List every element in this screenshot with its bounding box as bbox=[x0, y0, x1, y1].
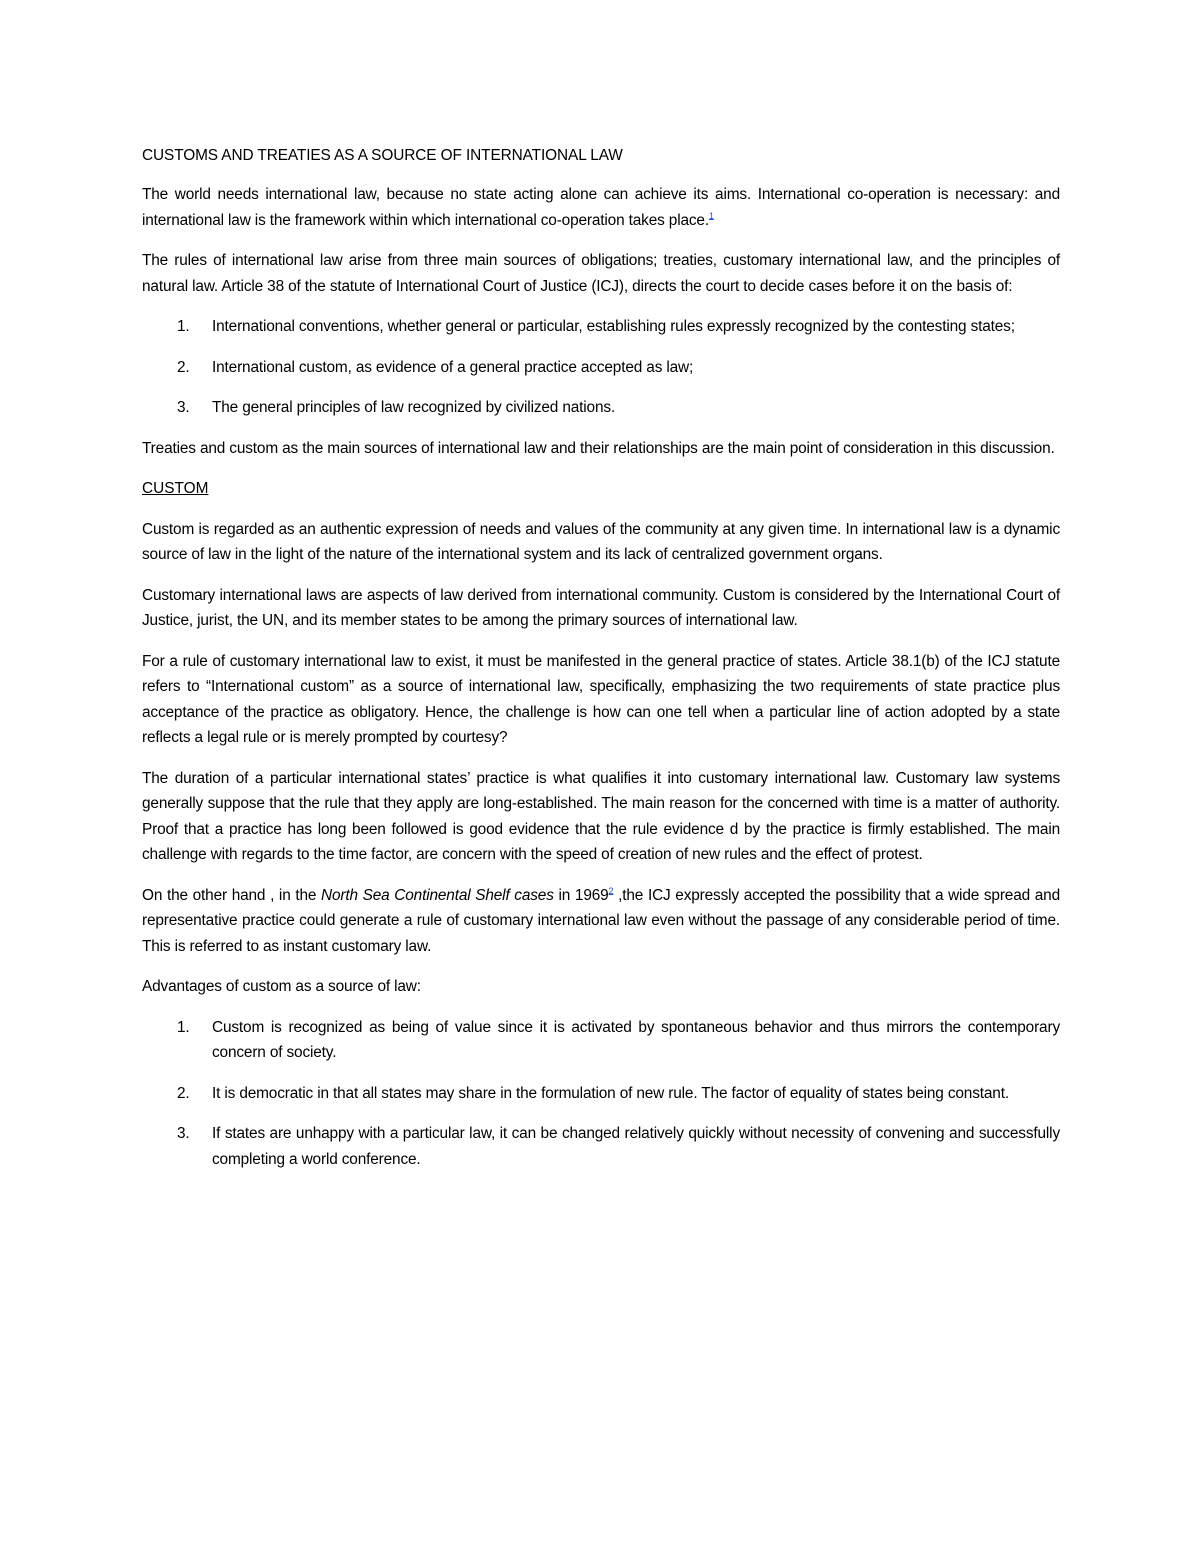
paragraph-north-sea-middle: in 1969 bbox=[553, 886, 609, 904]
advantages-list bbox=[142, 1015, 1060, 1173]
list-item-text: Custom is recognized as being of value since it is activated by spontaneous behavior and thus mirrors the contemporary concern of society. bbox=[212, 1018, 1060, 1061]
paragraph-sources: The rules of international law arise from three main sources of obligations; treaties, customary international law, and the principles of natural law. Article 38 of the statute of International Court of Justice (ICJ), directs the court to decide cases before it on the basis of: bbox=[142, 252, 1060, 295]
paragraph-north-sea-before: On the other hand , in the bbox=[142, 886, 322, 904]
paragraph-north-sea bbox=[142, 883, 1060, 960]
case-name-italic: North Sea Continental Shelf cases bbox=[321, 886, 554, 904]
paragraph-custom-definition: Custom is regarded as an authentic expression of needs and values of the community at any given time. In international law is a dynamic source of law in the light of the nature of the international system and its lack of centralized government organs. bbox=[142, 520, 1060, 563]
document-title: CUSTOMS AND TREATIES AS A SOURCE OF INTERNATIONAL LAW bbox=[142, 147, 623, 164]
paragraph-advantages-intro: Advantages of custom as a source of law: bbox=[142, 978, 421, 995]
list-item-number: 1. bbox=[177, 1018, 190, 1036]
paragraph-duration: The duration of a particular international states’ practice is what qualifies it into customary international law. Customary law systems generally suppose that the rule that they apply are long-established. The main reason for the concerned with time is a matter of authority. Proof that a practice has long been followed is good evidence that the rule evidence d by the practice is firmly established. The main challenge with regards to the time factor, are concern with the speed of creation of new rules and the effect of protest. bbox=[142, 769, 1060, 863]
list-item bbox=[142, 314, 1060, 340]
list-item bbox=[142, 395, 1060, 421]
footnote-link-2[interactable]: 2 bbox=[608, 885, 614, 896]
list-item-text: If states are unhappy with a particular law, it can be changed relatively quickly without necessity of convening and successfully completing a world conference. bbox=[212, 1125, 1060, 1168]
paragraph-intro-text: The world needs international law, because no state acting alone can achieve its aims. International co-operation is necessary: and international law is the framework within which international co-operation takes place. bbox=[142, 186, 1060, 229]
paragraph-state-practice: For a rule of customary international law to exist, it must be manifested in the general practice of states. Article 38.1(b) of the ICJ statute refers to “International custom” as a source of international law, specifically, emphasizing the two requirements of state practice plus acceptance of the practice as obligatory. Hence, the challenge is how can one tell when a particular line of action adopted by a state reflects a legal rule or is merely prompted by courtesy? bbox=[142, 652, 1060, 746]
paragraph-customary-laws: Customary international laws are aspects of law derived from international community. Custom is considered by the International Court of Justice, jurist, the UN, and its member states to be among the primary sources of international law. bbox=[142, 586, 1060, 629]
list-item-number: 1. bbox=[177, 318, 190, 335]
list-item-number: 2. bbox=[177, 358, 190, 376]
list-item bbox=[142, 1015, 1060, 1066]
list-item-text: International conventions, whether general or particular, establishing rules expressly recognized by the contesting states; bbox=[212, 318, 1015, 335]
footnote-link-1[interactable]: 1 bbox=[708, 210, 714, 221]
list-item bbox=[142, 355, 1060, 381]
list-item-number: 3. bbox=[177, 399, 190, 416]
list-item-text: International custom, as evidence of a general practice accepted as law; bbox=[212, 358, 694, 376]
list-item-number: 3. bbox=[177, 1125, 190, 1142]
list-item-text: It is democratic in that all states may share in the formulation of new rule. The factor of equality of states being constant. bbox=[212, 1084, 1009, 1102]
paragraph-intro bbox=[142, 182, 1060, 233]
list-item-number: 2. bbox=[177, 1084, 190, 1102]
paragraph-north-sea-after: ,the ICJ expressly accepted the possibility that a wide spread and representative practice could generate a rule of customary international law even without the passage of any considerable period of time. This is referred to as instant customary law. bbox=[142, 886, 1060, 955]
paragraph-discussion: Treaties and custom as the main sources of international law and their relationships are the main point of consideration in this discussion. bbox=[142, 439, 1055, 457]
sources-list bbox=[142, 314, 1060, 421]
list-item-text: The general principles of law recognized by civilized nations. bbox=[212, 399, 616, 416]
list-item bbox=[142, 1121, 1060, 1172]
section-heading-custom: CUSTOM bbox=[142, 480, 209, 497]
list-item bbox=[142, 1081, 1060, 1107]
